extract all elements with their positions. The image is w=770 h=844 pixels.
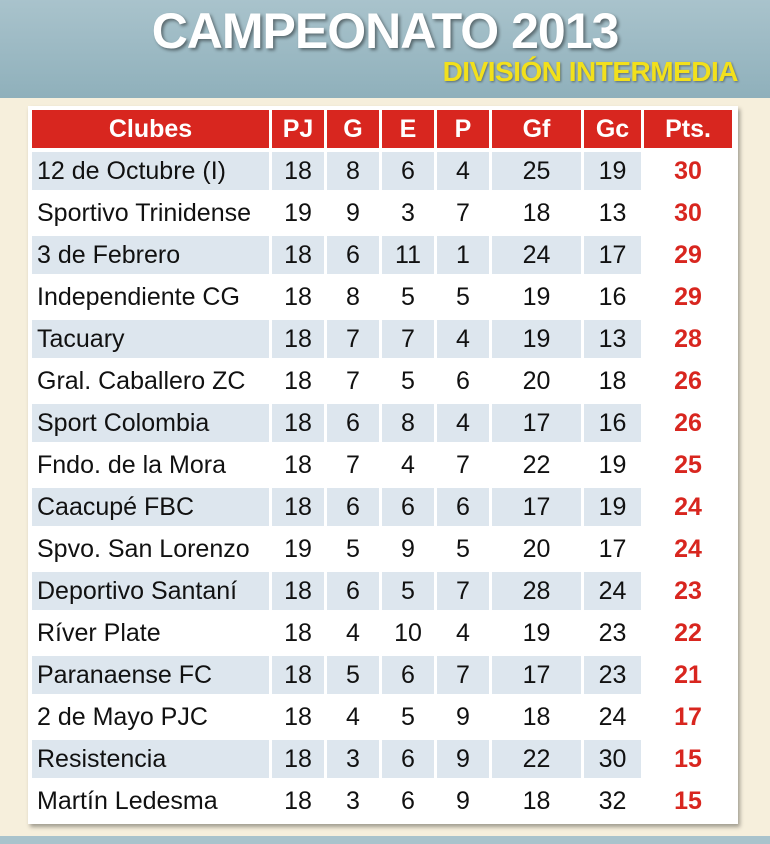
gc-cell: 13 (584, 194, 644, 236)
club-name-cell: 2 de Mayo PJC (32, 698, 272, 740)
gf-cell: 17 (492, 656, 584, 698)
g-cell: 7 (327, 446, 382, 488)
p-cell: 6 (437, 362, 492, 404)
pts-cell: 21 (644, 656, 732, 698)
pj-cell: 18 (272, 236, 327, 278)
gf-cell: 17 (492, 404, 584, 446)
title-banner (0, 0, 770, 98)
club-name-cell: Independiente CG (32, 278, 272, 320)
gf-cell: 18 (492, 698, 584, 740)
p-cell: 1 (437, 236, 492, 278)
g-cell: 7 (327, 320, 382, 362)
club-name-cell: Sport Colombia (32, 404, 272, 446)
e-cell: 6 (382, 488, 437, 530)
p-cell: 9 (437, 698, 492, 740)
pj-cell: 19 (272, 194, 327, 236)
gc-cell: 24 (584, 698, 644, 740)
pts-cell: 23 (644, 572, 732, 614)
table-row (32, 488, 732, 530)
p-cell: 9 (437, 740, 492, 782)
gf-cell: 18 (492, 782, 584, 824)
e-cell: 10 (382, 614, 437, 656)
table-row (32, 236, 732, 278)
pts-cell: 15 (644, 740, 732, 782)
pts-cell: 22 (644, 614, 732, 656)
gc-cell: 16 (584, 278, 644, 320)
g-cell: 5 (327, 656, 382, 698)
e-cell: 8 (382, 404, 437, 446)
table-row (32, 278, 732, 320)
e-cell: 11 (382, 236, 437, 278)
e-cell: 5 (382, 572, 437, 614)
e-cell: 4 (382, 446, 437, 488)
gf-cell: 17 (492, 488, 584, 530)
standings-table (32, 110, 732, 824)
column-header-gc: Gc (584, 110, 644, 152)
gc-cell: 18 (584, 362, 644, 404)
pj-cell: 18 (272, 278, 327, 320)
gf-cell: 20 (492, 362, 584, 404)
p-cell: 5 (437, 530, 492, 572)
column-header-e: E (382, 110, 437, 152)
club-name-cell: 12 de Octubre (I) (32, 152, 272, 194)
pj-cell: 18 (272, 362, 327, 404)
club-name-cell: Martín Ledesma (32, 782, 272, 824)
e-cell: 5 (382, 362, 437, 404)
table-row (32, 656, 732, 698)
e-cell: 6 (382, 656, 437, 698)
p-cell: 7 (437, 656, 492, 698)
page-subtitle: DIVISIÓN INTERMEDIA (442, 56, 738, 87)
table-row (32, 194, 732, 236)
page-title: CAMPEONATO 2013 (151, 3, 619, 59)
g-cell: 3 (327, 740, 382, 782)
p-cell: 4 (437, 404, 492, 446)
e-cell: 6 (382, 152, 437, 194)
gc-cell: 13 (584, 320, 644, 362)
g-cell: 5 (327, 530, 382, 572)
e-cell: 5 (382, 698, 437, 740)
table-row (32, 320, 732, 362)
gf-cell: 28 (492, 572, 584, 614)
club-name-cell: Fndo. de la Mora (32, 446, 272, 488)
pts-cell: 25 (644, 446, 732, 488)
column-header-pts: Pts. (644, 110, 732, 152)
standings-body (32, 152, 732, 824)
pts-cell: 28 (644, 320, 732, 362)
gc-cell: 19 (584, 488, 644, 530)
column-header-g: G (327, 110, 382, 152)
g-cell: 7 (327, 362, 382, 404)
gc-cell: 23 (584, 656, 644, 698)
club-name-cell: Paranaense FC (32, 656, 272, 698)
club-name-cell: Deportivo Santaní (32, 572, 272, 614)
p-cell: 4 (437, 152, 492, 194)
pts-cell: 24 (644, 530, 732, 572)
gf-cell: 24 (492, 236, 584, 278)
gc-cell: 17 (584, 530, 644, 572)
g-cell: 6 (327, 236, 382, 278)
g-cell: 3 (327, 782, 382, 824)
table-header-row (32, 110, 732, 152)
table-row (32, 530, 732, 572)
column-header-pj: PJ (272, 110, 327, 152)
p-cell: 4 (437, 320, 492, 362)
pj-cell: 18 (272, 782, 327, 824)
g-cell: 6 (327, 404, 382, 446)
gf-cell: 19 (492, 614, 584, 656)
pj-cell: 18 (272, 488, 327, 530)
table-row (32, 404, 732, 446)
gc-cell: 24 (584, 572, 644, 614)
p-cell: 7 (437, 446, 492, 488)
g-cell: 4 (327, 614, 382, 656)
table-row (32, 362, 732, 404)
g-cell: 8 (327, 278, 382, 320)
club-name-cell: Spvo. San Lorenzo (32, 530, 272, 572)
column-header-p: P (437, 110, 492, 152)
p-cell: 4 (437, 614, 492, 656)
club-name-cell: Gral. Caballero ZC (32, 362, 272, 404)
club-name-cell: Resistencia (32, 740, 272, 782)
pj-cell: 18 (272, 656, 327, 698)
pj-cell: 18 (272, 740, 327, 782)
pts-cell: 30 (644, 152, 732, 194)
p-cell: 9 (437, 782, 492, 824)
club-name-cell: Ríver Plate (32, 614, 272, 656)
pj-cell: 18 (272, 404, 327, 446)
pj-cell: 18 (272, 614, 327, 656)
g-cell: 8 (327, 152, 382, 194)
p-cell: 5 (437, 278, 492, 320)
pts-cell: 15 (644, 782, 732, 824)
column-header-gf: Gf (492, 110, 584, 152)
g-cell: 4 (327, 698, 382, 740)
table-row (32, 152, 732, 194)
gc-cell: 23 (584, 614, 644, 656)
gf-cell: 20 (492, 530, 584, 572)
table-row (32, 698, 732, 740)
table-row (32, 572, 732, 614)
club-name-cell: 3 de Febrero (32, 236, 272, 278)
e-cell: 6 (382, 782, 437, 824)
bottom-strip (0, 836, 770, 844)
gc-cell: 16 (584, 404, 644, 446)
standings-panel (28, 106, 738, 824)
gf-cell: 22 (492, 740, 584, 782)
pts-cell: 26 (644, 362, 732, 404)
table-row (32, 446, 732, 488)
pts-cell: 24 (644, 488, 732, 530)
g-cell: 6 (327, 488, 382, 530)
e-cell: 5 (382, 278, 437, 320)
club-name-cell: Caacupé FBC (32, 488, 272, 530)
gf-cell: 19 (492, 320, 584, 362)
pj-cell: 18 (272, 320, 327, 362)
club-name-cell: Tacuary (32, 320, 272, 362)
club-name-cell: Sportivo Trinidense (32, 194, 272, 236)
pj-cell: 18 (272, 446, 327, 488)
gf-cell: 22 (492, 446, 584, 488)
p-cell: 6 (437, 488, 492, 530)
pts-cell: 29 (644, 278, 732, 320)
gc-cell: 17 (584, 236, 644, 278)
g-cell: 9 (327, 194, 382, 236)
gc-cell: 32 (584, 782, 644, 824)
e-cell: 9 (382, 530, 437, 572)
pts-cell: 30 (644, 194, 732, 236)
gf-cell: 19 (492, 278, 584, 320)
e-cell: 3 (382, 194, 437, 236)
e-cell: 6 (382, 740, 437, 782)
pj-cell: 18 (272, 698, 327, 740)
e-cell: 7 (382, 320, 437, 362)
column-header-clubes: Clubes (32, 110, 272, 152)
p-cell: 7 (437, 572, 492, 614)
pj-cell: 18 (272, 572, 327, 614)
pts-cell: 26 (644, 404, 732, 446)
gc-cell: 19 (584, 152, 644, 194)
pts-cell: 17 (644, 698, 732, 740)
table-row (32, 614, 732, 656)
table-row (32, 740, 732, 782)
gc-cell: 30 (584, 740, 644, 782)
g-cell: 6 (327, 572, 382, 614)
p-cell: 7 (437, 194, 492, 236)
gf-cell: 25 (492, 152, 584, 194)
pj-cell: 19 (272, 530, 327, 572)
pj-cell: 18 (272, 152, 327, 194)
gc-cell: 19 (584, 446, 644, 488)
pts-cell: 29 (644, 236, 732, 278)
table-row (32, 782, 732, 824)
gf-cell: 18 (492, 194, 584, 236)
